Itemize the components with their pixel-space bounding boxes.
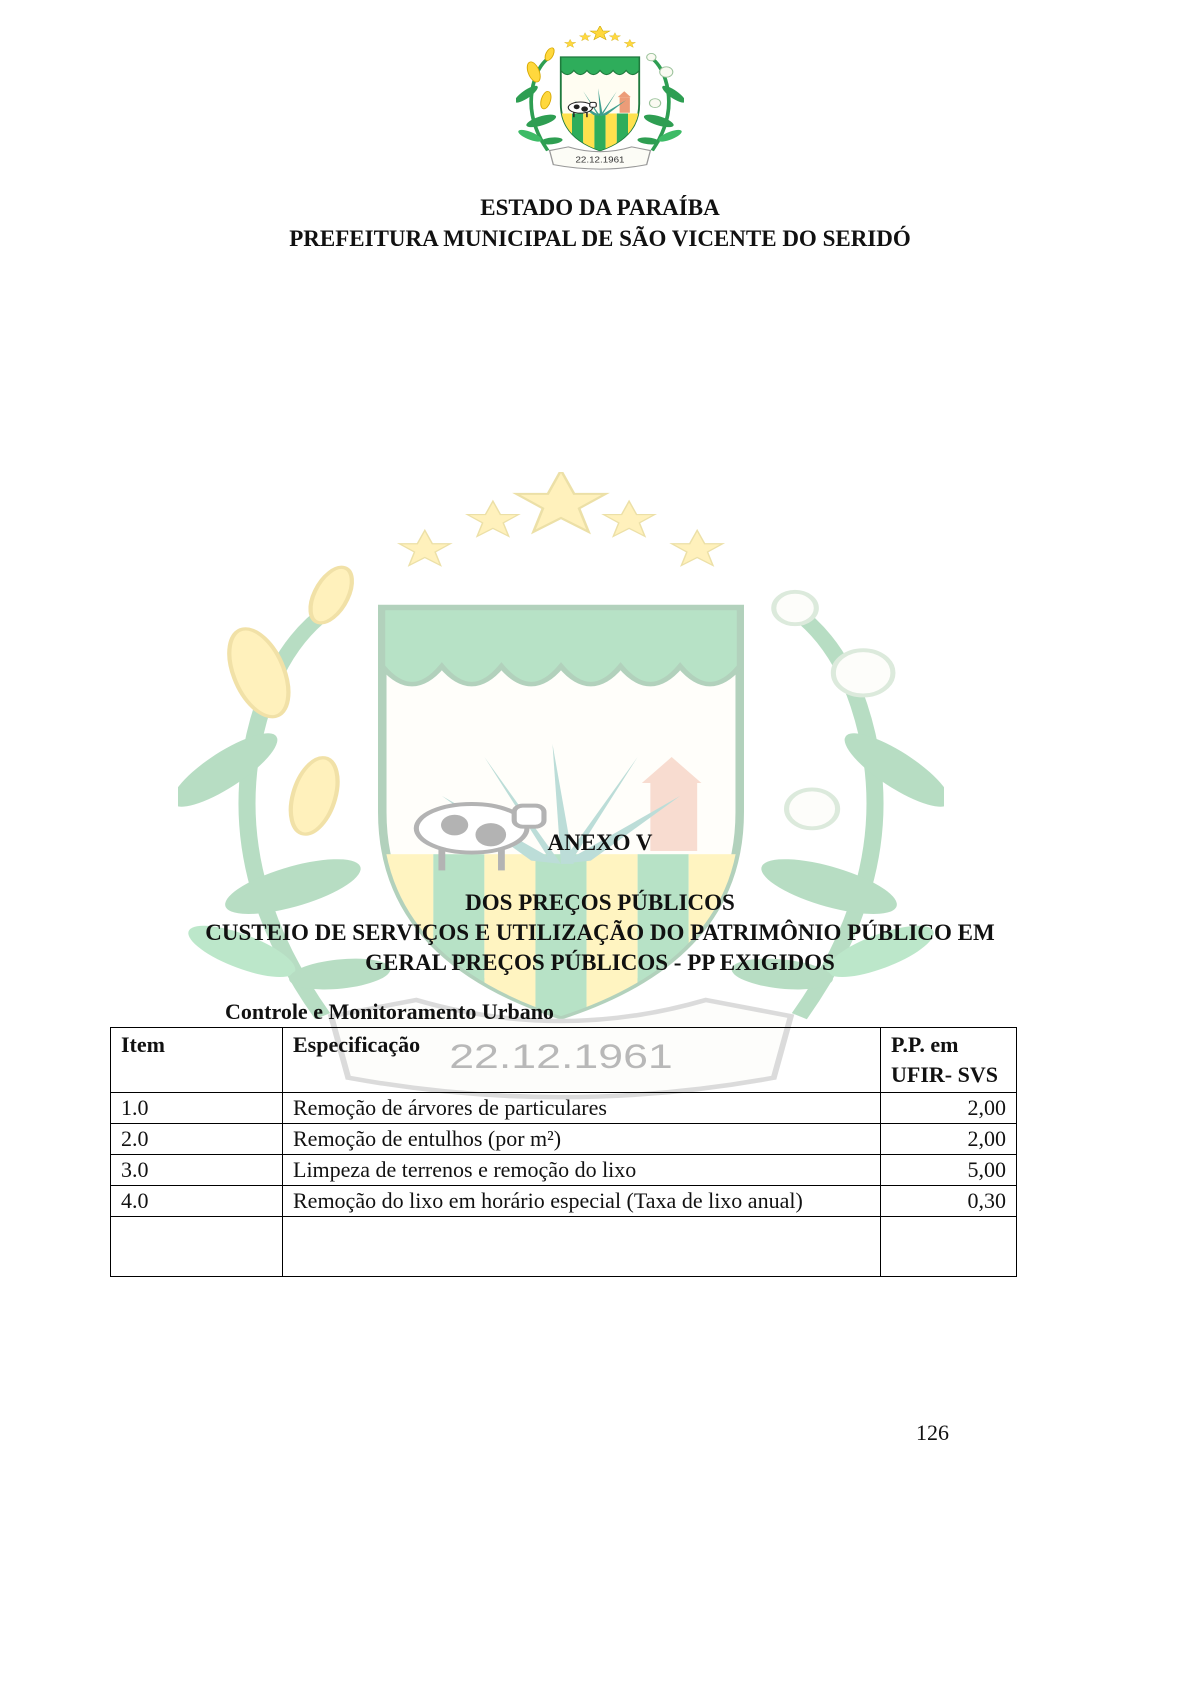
prices-table <box>110 1027 1017 1277</box>
cell-value: 2,00 <box>881 1093 1017 1124</box>
municipality-title: PREFEITURA MUNICIPAL DE SÃO VICENTE DO SERIDÓ <box>289 226 911 251</box>
section-title: Controle e Monitoramento Urbano <box>225 999 554 1024</box>
table-row <box>111 1124 1017 1155</box>
cell-item: 3.0 <box>111 1155 283 1186</box>
table-row <box>111 1093 1017 1124</box>
cell-item: 1.0 <box>111 1093 283 1124</box>
cell-value: 2,00 <box>881 1124 1017 1155</box>
cell-spec: Remoção de entulhos (por m²) <box>283 1124 881 1155</box>
cell-value: 0,30 <box>881 1186 1017 1217</box>
cell-spec: Remoção de árvores de particulares <box>283 1093 881 1124</box>
col-header-pp-line2: UFIR- SVS <box>891 1062 998 1087</box>
subtitle-line-3: GERAL PREÇOS PÚBLICOS - PP EXIGIDOS <box>365 950 835 975</box>
state-title: ESTADO DA PARAÍBA <box>480 195 720 220</box>
annex-title: ANEXO V <box>547 830 653 855</box>
cell-spec: Limpeza de terrenos e remoção do lixo <box>283 1155 881 1186</box>
col-header-pp-line1: P.P. em <box>891 1032 959 1057</box>
col-header-item: Item <box>111 1028 283 1093</box>
cell-item: 2.0 <box>111 1124 283 1155</box>
cell-value: 5,00 <box>881 1155 1017 1186</box>
cell-item: 4.0 <box>111 1186 283 1217</box>
page-number: 126 <box>916 1420 949 1445</box>
cell-value <box>881 1217 1017 1277</box>
col-header-spec: Especificação <box>283 1028 881 1093</box>
coat-of-arms-icon <box>516 26 684 178</box>
cell-spec: Remoção do lixo em horário especial (Taxa de lixo anual) <box>283 1186 881 1217</box>
table-row <box>111 1186 1017 1217</box>
cell-spec <box>283 1217 881 1277</box>
cell-item <box>111 1217 283 1277</box>
subtitle-line-1: DOS PREÇOS PÚBLICOS <box>465 890 735 915</box>
table-row <box>111 1217 1017 1277</box>
col-header-pp <box>881 1028 1017 1093</box>
document-subtitle <box>0 888 1200 978</box>
subtitle-line-2: CUSTEIO DE SERVIÇOS E UTILIZAÇÃO DO PATRIMÔNIO PÚBLICO EM <box>205 920 995 945</box>
table-row <box>111 1155 1017 1186</box>
table-header-row <box>111 1028 1017 1093</box>
letterhead <box>0 192 1200 254</box>
